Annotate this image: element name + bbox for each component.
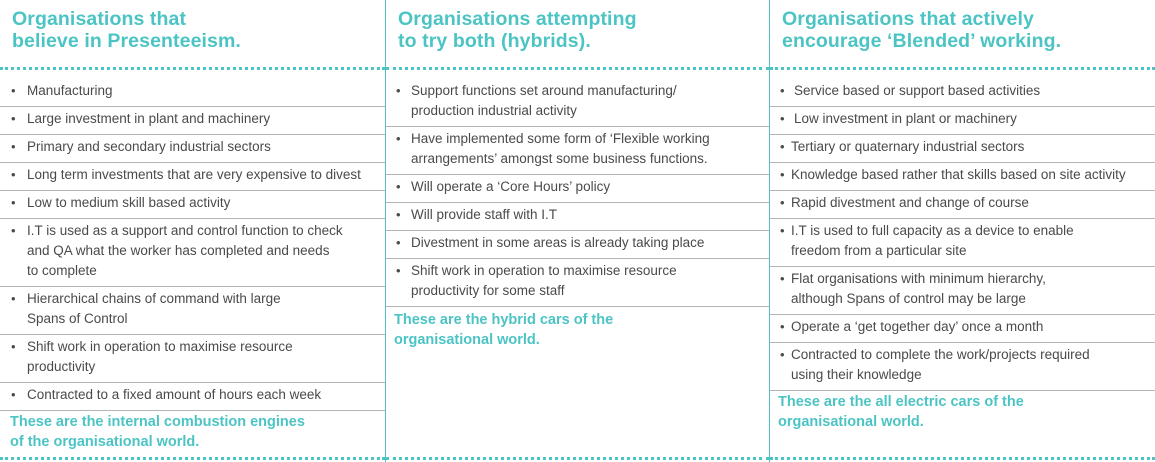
list-item: [386, 231, 769, 259]
bullet-icon: •: [11, 83, 16, 98]
item-text: Large investment in plant and machinery: [27, 111, 271, 126]
bullet-icon: •: [780, 347, 785, 362]
list-item: [770, 163, 1155, 191]
item-list: [386, 79, 769, 307]
item-text: Shift work in operation to maximise resource: [27, 339, 293, 354]
item-text: production industrial activity: [411, 103, 577, 118]
item-text: I.T is used as a support and control function to check: [27, 223, 343, 238]
list-item: [0, 191, 385, 219]
item-text: Long term investments that are very expensive to divest: [27, 167, 361, 182]
dotted-divider: [386, 67, 769, 70]
dotted-divider: [0, 67, 385, 70]
item-text: Have implemented some form of ‘Flexible working: [411, 131, 710, 146]
item-text: Manufacturing: [27, 83, 113, 98]
bullet-icon: •: [396, 235, 401, 250]
item-text: Service based or support based activities: [794, 83, 1041, 98]
item-text: Contracted to complete the work/projects required: [791, 347, 1090, 362]
bullet-icon: •: [11, 223, 16, 238]
dotted-divider: [770, 67, 1155, 70]
column-footer: [10, 412, 305, 452]
item-text: Support functions set around manufacturing/: [411, 83, 677, 98]
item-list: [0, 79, 385, 411]
list-item: [770, 107, 1155, 135]
column-heading-line: Organisations attempting: [398, 8, 637, 30]
column-hybrids: [385, 0, 769, 462]
list-item: [0, 135, 385, 163]
bullet-icon: •: [396, 263, 401, 278]
bullet-icon: •: [780, 83, 785, 98]
bullet-icon: •: [780, 111, 785, 126]
item-list: [770, 79, 1155, 391]
list-item: [770, 343, 1155, 391]
bullet-icon: •: [396, 179, 401, 194]
list-item: [770, 267, 1155, 315]
list-item: [0, 335, 385, 383]
list-item: [0, 107, 385, 135]
footer-line: These are the internal combustion engines: [10, 414, 305, 430]
item-text: Shift work in operation to maximise resource: [411, 263, 677, 278]
column-heading-line: encourage ‘Blended’ working.: [782, 30, 1062, 52]
item-text: Knowledge based rather that skills based on site activity: [791, 167, 1126, 182]
list-item: [386, 203, 769, 231]
item-text: Will provide staff with I.T: [411, 207, 558, 222]
bullet-icon: •: [11, 167, 16, 182]
item-text: Divestment in some areas is already taking place: [411, 235, 705, 250]
footer-line: organisational world.: [394, 332, 540, 348]
item-text: productivity: [27, 359, 96, 374]
item-text: Operate a ‘get together day’ once a month: [791, 319, 1044, 334]
item-text: Spans of Control: [27, 311, 128, 326]
bullet-icon: •: [780, 139, 785, 154]
item-text: productivity for some staff: [411, 283, 565, 298]
dotted-divider: [386, 457, 769, 460]
item-text: Flat organisations with minimum hierarchy,: [791, 271, 1046, 286]
list-item: [0, 219, 385, 287]
item-text: to complete: [27, 263, 97, 278]
list-item: [386, 79, 769, 127]
item-text: Primary and secondary industrial sectors: [27, 139, 271, 154]
column-presenteeism: [0, 0, 385, 462]
item-text: freedom from a particular site: [791, 243, 967, 258]
bullet-icon: •: [11, 339, 16, 354]
bullet-icon: •: [11, 111, 16, 126]
column-footer: [394, 310, 613, 350]
column-heading-line: to try both (hybrids).: [398, 30, 591, 52]
bullet-icon: •: [396, 131, 401, 146]
item-text: Contracted to a fixed amount of hours each week: [27, 387, 322, 402]
item-text: Low investment in plant or machinery: [794, 111, 1017, 126]
column-heading: [386, 0, 769, 60]
item-text: using their knowledge: [791, 367, 922, 382]
bullet-icon: •: [780, 271, 785, 286]
bullet-icon: •: [780, 223, 785, 238]
bullet-icon: •: [11, 291, 16, 306]
column-heading-line: Organisations that actively: [782, 8, 1034, 30]
list-item: [770, 135, 1155, 163]
item-text: Low to medium skill based activity: [27, 195, 231, 210]
column-heading-line: believe in Presenteeism.: [12, 30, 241, 52]
dotted-divider: [0, 457, 385, 460]
bullet-icon: •: [11, 195, 16, 210]
list-item: [0, 383, 385, 411]
list-item: [770, 315, 1155, 343]
item-text: although Spans of control may be large: [791, 291, 1026, 306]
bullet-icon: •: [11, 387, 16, 402]
list-item: [386, 127, 769, 175]
item-text: arrangements’ amongst some business functions.: [411, 151, 708, 166]
dotted-divider: [770, 457, 1155, 460]
list-item: [770, 219, 1155, 267]
footer-line: of the organisational world.: [10, 434, 200, 450]
item-text: and QA what the worker has completed and needs: [27, 243, 330, 258]
item-text: Hierarchical chains of command with large: [27, 291, 281, 306]
item-text: I.T is used to full capacity as a device to enable: [791, 223, 1074, 238]
footer-line: These are the all electric cars of the: [778, 394, 1024, 410]
bullet-icon: •: [396, 207, 401, 222]
bullet-icon: •: [780, 195, 785, 210]
list-item: [0, 79, 385, 107]
bullet-icon: •: [396, 83, 401, 98]
list-item: [386, 259, 769, 307]
footer-line: organisational world.: [778, 414, 924, 430]
list-item: [770, 191, 1155, 219]
column-heading-line: Organisations that: [12, 8, 187, 30]
item-text: Rapid divestment and change of course: [791, 195, 1029, 210]
column-footer: [778, 392, 1024, 432]
bullet-icon: •: [780, 167, 785, 182]
bullet-icon: •: [780, 319, 785, 334]
item-text: Tertiary or quaternary industrial sectors: [791, 139, 1025, 154]
list-item: [0, 163, 385, 191]
item-text: Will operate a ‘Core Hours’ policy: [411, 179, 611, 194]
list-item: [386, 175, 769, 203]
column-blended: [769, 0, 1155, 462]
bullet-icon: •: [11, 139, 16, 154]
list-item: [770, 79, 1155, 107]
column-heading: [770, 0, 1155, 60]
column-heading: [0, 0, 385, 60]
footer-line: These are the hybrid cars of the: [394, 312, 614, 328]
list-item: [0, 287, 385, 335]
